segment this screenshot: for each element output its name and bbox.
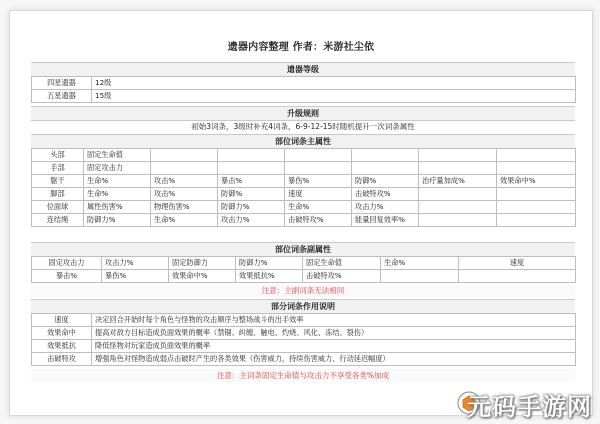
table-cell: 攻击力% xyxy=(352,201,419,214)
table-cell xyxy=(419,201,497,214)
table-cell: 防御力% xyxy=(84,214,151,227)
table-cell xyxy=(459,270,576,283)
table-cell xyxy=(218,162,285,175)
table-row xyxy=(32,201,576,214)
table-cell: 效果抵抗% xyxy=(236,270,303,283)
table-row xyxy=(32,214,576,227)
table-row xyxy=(32,77,576,90)
table-cell xyxy=(352,162,419,175)
table-cell: 躯干 xyxy=(32,175,84,188)
table-cell: 增强角色对怪物造成弱点击破时产生的各类效果（伤害威力，持续伤害威力、行动延迟幅度） xyxy=(92,353,576,366)
table-cell xyxy=(352,149,419,162)
table-cell: 四星遗器 xyxy=(32,77,92,90)
table-cell xyxy=(497,188,576,201)
table-row xyxy=(32,90,576,103)
main-stats-table xyxy=(31,148,576,227)
page-title: 遗器内容整理 作者：米游社尘依 xyxy=(227,42,375,53)
table-cell: 击破特攻% xyxy=(352,188,419,201)
table-cell xyxy=(497,201,576,214)
table-cell: 速度 xyxy=(285,188,352,201)
table-row xyxy=(32,175,576,188)
table-row xyxy=(32,188,576,201)
table-cell: 生命% xyxy=(381,257,459,270)
table-cell: 15级 xyxy=(92,90,576,103)
table-cell xyxy=(419,162,497,175)
table-cell: 攻击% xyxy=(151,188,218,201)
table-cell xyxy=(419,149,497,162)
table-cell: 防御力% xyxy=(236,257,303,270)
table-cell: 生命% xyxy=(84,175,151,188)
section-heading-sub-stats: 部位词条副属性 xyxy=(31,242,575,257)
table-cell: 击破特攻 xyxy=(32,353,92,366)
stat-descriptions-table xyxy=(31,313,576,366)
table-cell xyxy=(497,214,576,227)
stat-descriptions-note: 注意：主词条固定生命值与攻击力不享受各类%加成 xyxy=(31,369,575,382)
table-cell xyxy=(419,188,497,201)
upgrade-rules-text: 初始3词条，3级时补充4词条，6-9-12-15时随机提升一次词条属性 xyxy=(191,122,415,131)
table-cell: 效果命中% xyxy=(169,270,236,283)
table-cell xyxy=(285,149,352,162)
table-cell: 决定回合开始时每个角色与怪物的攻击顺序与整场战斗的出手效率 xyxy=(92,314,576,327)
table-cell: 防御% xyxy=(352,175,419,188)
table-cell: 速度 xyxy=(32,314,92,327)
table-cell: 物理伤害% xyxy=(151,201,218,214)
table-row xyxy=(32,314,576,327)
table-cell: 暴击% xyxy=(218,175,285,188)
section-heading-main-stats: 部位词条主属性 xyxy=(31,134,575,149)
table-cell xyxy=(381,270,459,283)
table-cell: 攻击% xyxy=(151,175,218,188)
table-cell: 固定攻击力 xyxy=(32,257,102,270)
table-cell: 暴伤% xyxy=(102,270,169,283)
table-cell: 脚部 xyxy=(32,188,84,201)
section-heading-stat-descriptions: 部分词条作用说明 xyxy=(31,299,575,314)
sub-stats-table xyxy=(31,256,576,283)
table-row xyxy=(32,270,576,283)
table-cell: 治疗量加成% xyxy=(419,175,497,188)
table-cell: 固定防御力 xyxy=(169,257,236,270)
table-cell: 效果命中% xyxy=(497,175,576,188)
table-cell: 攻击力% xyxy=(218,214,285,227)
table-cell: 手部 xyxy=(32,162,84,175)
sub-stats-note: 注意：主副词条无法相同 xyxy=(31,284,575,297)
table-cell: 效果抵抗 xyxy=(32,340,92,353)
table-cell: 暴击% xyxy=(32,270,102,283)
table-cell xyxy=(497,149,576,162)
table-cell: 防御力% xyxy=(218,201,285,214)
table-cell: 能量回复效率% xyxy=(352,214,419,227)
table-cell xyxy=(151,162,218,175)
table-cell: 提高对敌方目标造成负面效果的概率（禁锢、纠缠、触电、灼烧、风化、冻结、裂伤） xyxy=(92,327,576,340)
table-cell: 生命% xyxy=(285,201,352,214)
table-cell: 击破特攻% xyxy=(303,270,381,283)
table-cell xyxy=(497,162,576,175)
table-cell xyxy=(419,214,497,227)
document-sheet xyxy=(9,10,593,416)
table-row xyxy=(32,340,576,353)
table-cell xyxy=(151,149,218,162)
table-cell xyxy=(285,162,352,175)
watermark: 元码手游网 xyxy=(467,393,592,421)
table-cell: 位面球 xyxy=(32,201,84,214)
table-cell: 五星遗器 xyxy=(32,90,92,103)
table-cell: 速度 xyxy=(459,257,576,270)
table-cell: 击破特攻% xyxy=(285,214,352,227)
table-cell: 降低怪物对玩家造成负面效果的概率 xyxy=(92,340,576,353)
table-cell: 效果命中 xyxy=(32,327,92,340)
table-row xyxy=(32,353,576,366)
table-cell: 暴伤% xyxy=(285,175,352,188)
table-row xyxy=(32,162,576,175)
table-cell: 固定生命值 xyxy=(84,149,151,162)
table-cell: 固定生命值 xyxy=(303,257,381,270)
table-row xyxy=(32,257,576,270)
table-cell: 固定攻击力 xyxy=(84,162,151,175)
table-row xyxy=(32,149,576,162)
table-cell: 攻击力% xyxy=(102,257,169,270)
table-row xyxy=(32,327,576,340)
section-heading-relic-level: 遗器等级 xyxy=(31,62,575,77)
table-cell: 防御% xyxy=(218,188,285,201)
table-cell: 属性伤害% xyxy=(84,201,151,214)
table-cell xyxy=(218,149,285,162)
section-heading-upgrade-rules: 升级规则 xyxy=(31,106,575,121)
table-cell: 头部 xyxy=(32,149,84,162)
table-cell: 生命% xyxy=(84,188,151,201)
table-cell: 生命% xyxy=(151,214,218,227)
relic-level-table xyxy=(31,76,576,103)
table-cell: 12级 xyxy=(92,77,576,90)
table-cell: 连结绳 xyxy=(32,214,84,227)
